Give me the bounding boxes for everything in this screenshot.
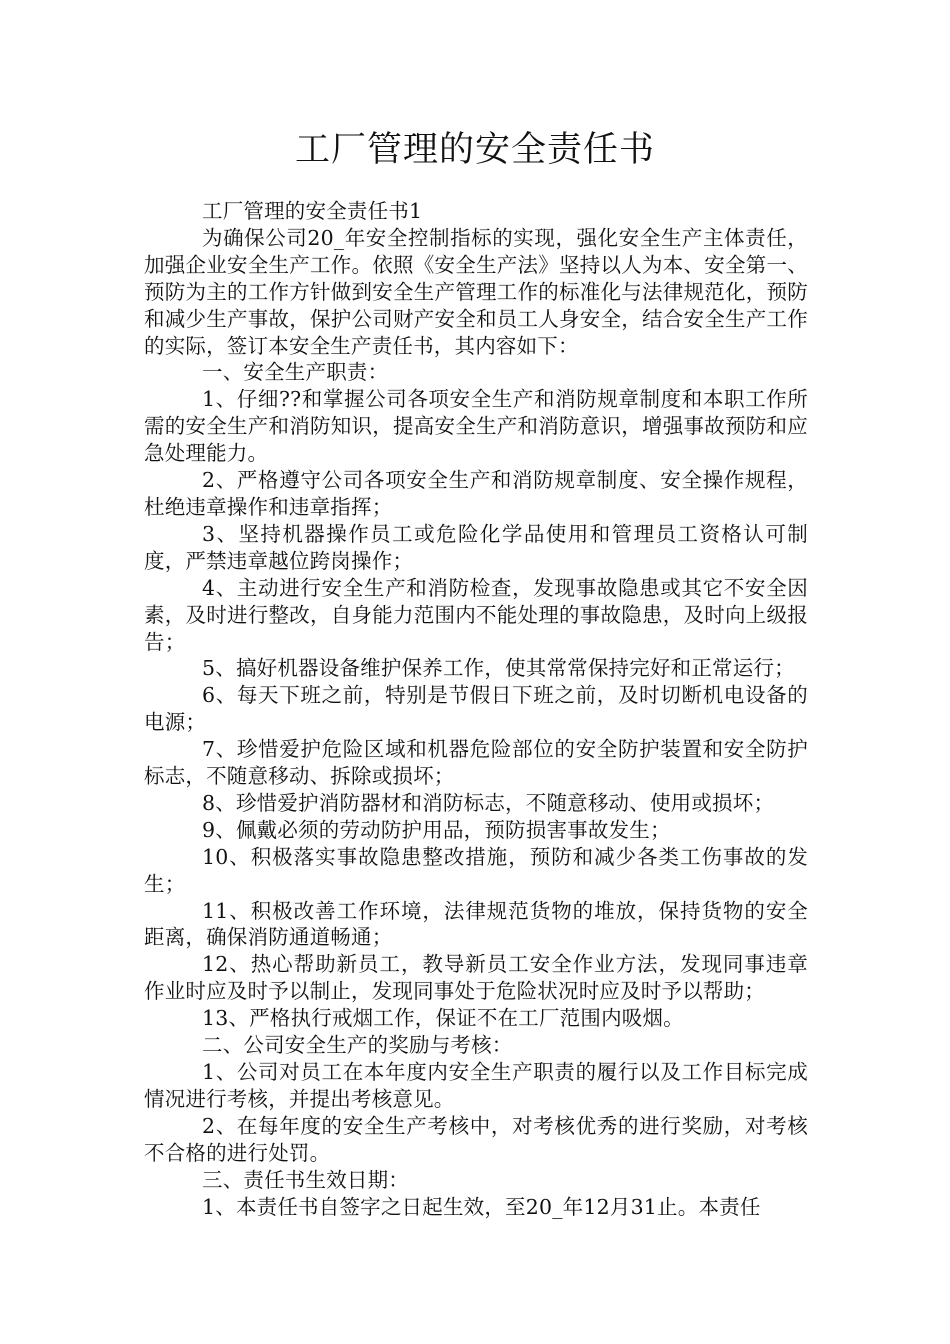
duty-item-1: 1、仔细??和掌握公司各项安全生产和消防规章制度和本职工作所需的安全生产和消防知识，提高安全生产和消防意识，增强事故预防和应急处理能力。 bbox=[144, 387, 808, 466]
section-heading-effective-date: 三、责任书生效日期： bbox=[202, 1167, 409, 1192]
intro-paragraph: 为确保公司20_年安全控制指标的实现，强化安全生产主体责任，加强企业安全生产工作。依照《安全生产法》坚持以人为本、安全第一、预防为主的工作方针做到安全生产管理工作的标准化与法律规范化，预防和减少生产事故，保护公司财产安全和员工人身安全，结合安全生产工作的实际，签订本安全生产责任书，其内容如下： bbox=[144, 225, 808, 358]
duty-item-9: 9、佩戴必须的劳动防护用品，预防损害事故发生； bbox=[202, 817, 671, 842]
duty-item-5: 5、搞好机器设备维护保养工作，使其常常保持完好和正常运行； bbox=[202, 656, 795, 681]
duty-item-8: 8、珍惜爱护消防器材和消防标志，不随意移动、使用或损坏； bbox=[202, 790, 775, 815]
section-heading-duties: 一、安全生产职责： bbox=[202, 360, 389, 385]
duty-item-2: 2、严格遵守公司各项安全生产和消防规章制度、安全操作规程，杜绝违章操作和违章指挥； bbox=[144, 468, 808, 519]
document-body bbox=[144, 198, 808, 1220]
reward-item-1: 1、公司对员工在本年度内安全生产职责的履行以及工作目标完成情况进行考核，并提出考核意见。 bbox=[144, 1060, 808, 1111]
section-heading-rewards: 二、公司安全生产的奖励与考核： bbox=[202, 1033, 513, 1058]
duty-item-11: 11、积极改善工作环境，法律规范货物的堆放，保持货物的安全距离，确保消防通道畅通； bbox=[144, 898, 808, 950]
duty-item-4: 4、主动进行安全生产和消防检查，发现事故隐患或其它不安全因素，及时进行整改，自身能力范围内不能处理的事故隐患，及时向上级报告； bbox=[144, 575, 808, 654]
duty-item-13: 13、严格执行戒烟工作，保证不在工厂范围内吸烟。 bbox=[202, 1006, 684, 1031]
section-heading-subtitle: 工厂管理的安全责任书1 bbox=[202, 199, 423, 223]
reward-item-2: 2、在每年度的安全生产考核中，对考核优秀的进行奖励，对考核不合格的进行处罚。 bbox=[144, 1113, 808, 1165]
document-title: 工厂管理的安全责任书 bbox=[294, 130, 655, 170]
effective-date-item-1: 1、本责任书自签字之日起生效，至20_年12月31止。本责任 bbox=[202, 1194, 761, 1219]
duty-item-3: 3、坚持机器操作员工或危险化学品使用和管理员工资格认可制度，严禁违章越位跨岗操作； bbox=[144, 521, 808, 573]
duty-item-12: 12、热心帮助新员工，教导新员工安全作业方法，发现同事违章作业时应及时予以制止，发现同事处于危险状况时应及时予以帮助； bbox=[144, 952, 808, 1004]
duty-item-10: 10、积极落实事故隐患整改措施，预防和减少各类工伤事故的发生； bbox=[144, 844, 808, 896]
duty-item-7: 7、珍惜爱护危险区域和机器危险部位的安全防护装置和安全防护标志，不随意移动、拆除或损坏； bbox=[144, 737, 808, 789]
duty-item-6: 6、每天下班之前，特别是节假日下班之前，及时切断机电设备的电源； bbox=[144, 683, 808, 735]
